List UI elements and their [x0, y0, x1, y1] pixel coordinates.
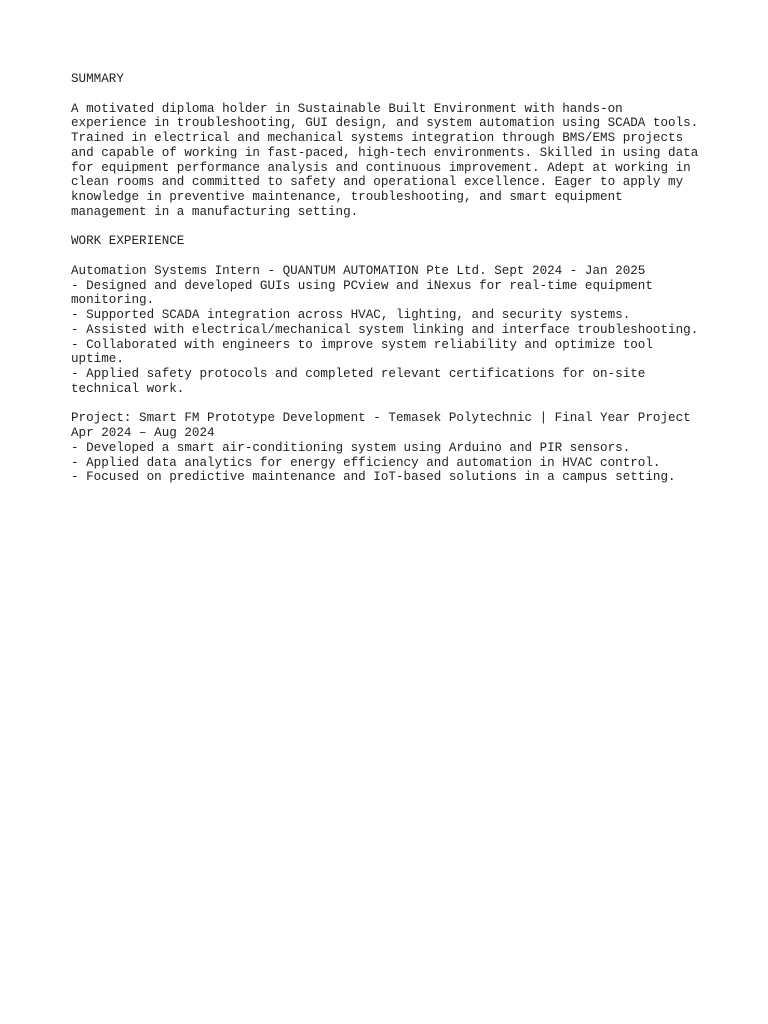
work-experience-heading: WORK EXPERIENCE — [71, 234, 185, 249]
job-bullet-line: - Designed and developed GUIs using PCview and iNexus for real-time equipment — [71, 278, 653, 293]
project-title-line: Project: Smart FM Prototype Development - Temasek Polytechnic | Final Year Project — [71, 411, 691, 426]
job-bullet-line: - Assisted with electrical/mechanical system linking and interface troubleshooting. — [71, 322, 699, 337]
summary-line: A motivated diploma holder in Sustainable Built Environment with hands-on — [71, 101, 623, 116]
job-title-line: Automation Systems Intern - QUANTUM AUTOMATION Pte Ltd. Sept 2024 - Jan 2025 — [71, 263, 646, 278]
job-entry — [71, 264, 731, 397]
project-date-line: Apr 2024 – Aug 2024 — [71, 426, 215, 440]
summary-line: and capable of working in fast-paced, high-tech environments. Skilled in using data — [71, 145, 699, 160]
summary-heading: SUMMARY — [71, 72, 124, 86]
job-bullet-line: technical work. — [71, 381, 185, 396]
summary-line: management in a manufacturing setting. — [71, 204, 359, 219]
project-bullet-line: - Applied data analytics for energy efficiency and automation in HVAC control. — [71, 455, 661, 470]
summary-line: for equipment performance analysis and continuous improvement. Adept at working in — [71, 160, 691, 175]
resume-page — [71, 72, 731, 485]
spacer — [71, 397, 731, 412]
job-bullet-line: monitoring. — [71, 293, 155, 308]
summary-line: knowledge in preventive maintenance, troubleshooting, and smart equipment — [71, 190, 623, 204]
spacer — [71, 249, 731, 264]
project-bullet-line: - Developed a smart air-conditioning system using Arduino and PIR sensors. — [71, 440, 631, 455]
summary-line: Trained in electrical and mechanical systems integration through BMS/EMS projects — [71, 131, 684, 145]
summary-section — [71, 72, 731, 220]
work-experience-section — [71, 234, 731, 485]
job-bullet-line: - Applied safety protocols and completed relevant certifications for on-site — [71, 367, 646, 381]
job-bullet-line: - Collaborated with engineers to improve system reliability and optimize tool — [71, 337, 653, 352]
spacer — [71, 87, 731, 102]
job-bullet-line: - Supported SCADA integration across HVAC, lighting, and security systems. — [71, 308, 631, 322]
summary-line: clean rooms and committed to safety and operational excellence. Eager to apply my — [71, 175, 684, 190]
project-bullet-line: - Focused on predictive maintenance and IoT-based solutions in a campus setting. — [71, 470, 676, 485]
project-entry — [71, 411, 731, 485]
job-bullet-line: uptime. — [71, 352, 124, 367]
spacer — [71, 220, 731, 235]
summary-line: experience in troubleshooting, GUI design, and system automation using SCADA tools. — [71, 116, 699, 131]
